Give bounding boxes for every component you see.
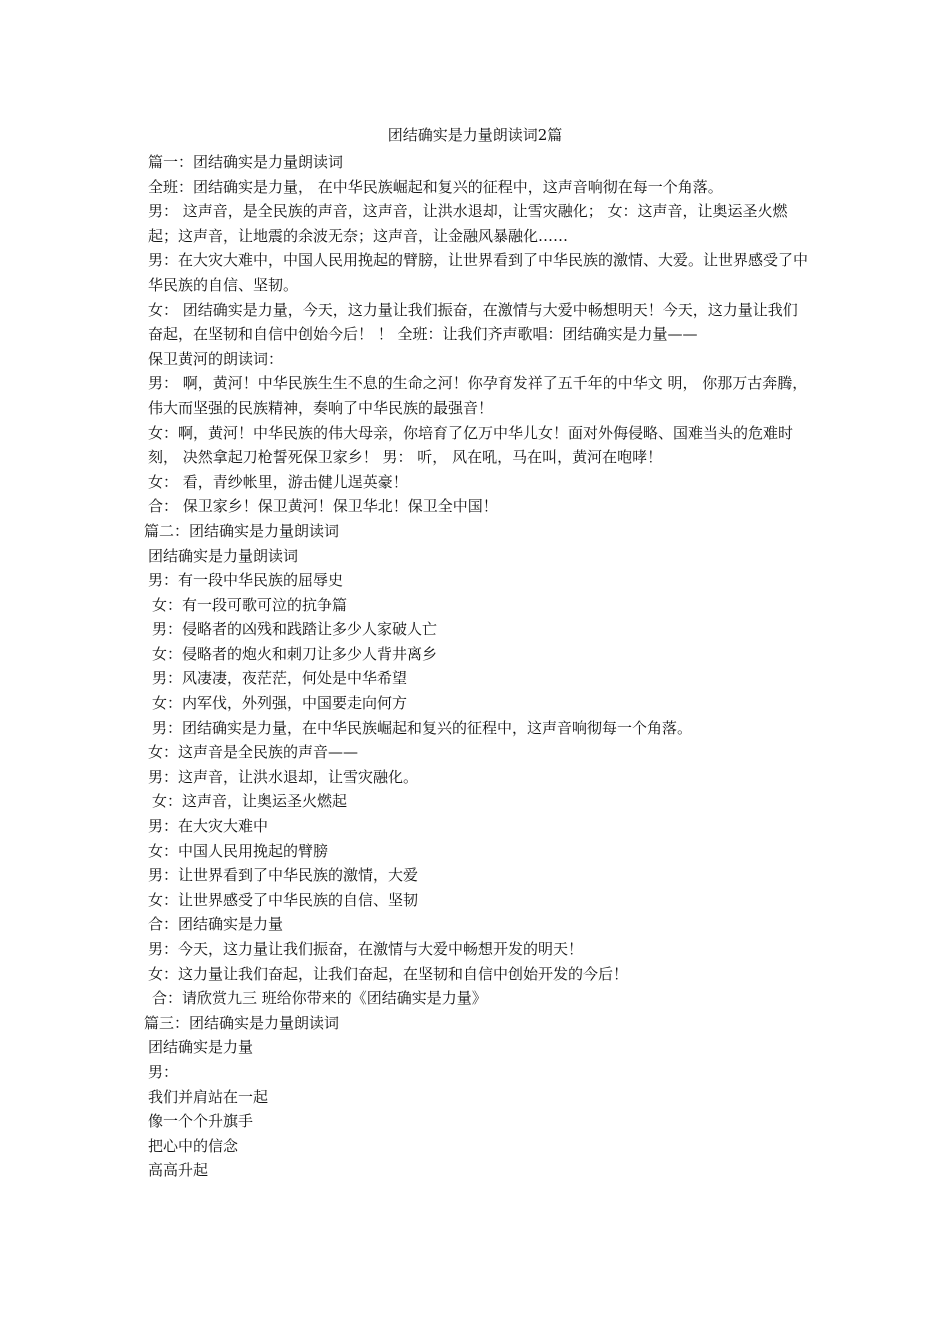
- paragraph: 女：中国人民用挽起的臂膀: [148, 841, 329, 860]
- paragraph: 把心中的信念: [148, 1136, 239, 1155]
- paragraph: 高高升起: [148, 1161, 209, 1180]
- paragraph: 合： 保卫家乡！保卫黄河！保卫华北！保卫全中国！: [148, 497, 498, 516]
- paragraph: 男：在大灾大难中，中国人民用挽起的臂膀，让世界看到了中华民族的激情、大爱。让世界感受了中华民族的自信、坚韧。: [148, 251, 809, 294]
- paragraph: 女：这声音是全民族的声音——: [148, 743, 359, 762]
- paragraph: 团结确实是力量: [148, 1038, 254, 1057]
- paragraph: 女：有一段可歌可泣的抗争篇: [152, 595, 348, 614]
- paragraph: 女：啊，黄河！中华民族的伟大母亲，你培育了亿万中华儿女！面对外侮侵略、国难当头的危难时刻， 决然拿起刀枪誓死保卫家乡！ 男： 听， 风在吼，马在叫，黄河在咆哮！: [148, 423, 794, 467]
- document-title: 团结确实是力量朗读词2篇: [387, 126, 563, 144]
- paragraph: 女：让世界感受了中华民族的自信、坚韧: [148, 890, 419, 909]
- paragraph: 男：团结确实是力量，在中华民族崛起和复兴的征程中，这声音响彻每一个角落。: [152, 718, 693, 737]
- paragraph: 男： 啊，黄河！中华民族生生不息的生命之河！你孕育发祥了五千年的中华文 明， 你那万古奔腾，伟大而坚强的民族精神，奏响了中华民族的最强音！: [148, 374, 808, 417]
- paragraph: 男：有一段中华民族的屈辱史: [148, 571, 344, 590]
- paragraph: 像一个个升旗手: [148, 1112, 254, 1131]
- paragraph: 男：风凄凄，夜茫茫，何处是中华希望: [152, 669, 408, 688]
- section-heading: 篇二：团结确实是力量朗读词: [144, 521, 340, 540]
- paragraph: 男：今天，这力量让我们振奋，在激情与大爱中畅想开发的明天！: [148, 940, 584, 958]
- paragraph: 合：请欣赏九三 班给你带来的《团结确实是力量》: [152, 989, 487, 1008]
- paragraph: 女：侵略者的炮火和刺刀让多少人背井离乡: [152, 644, 438, 663]
- paragraph: 我们并肩站在一起: [148, 1087, 269, 1106]
- paragraph: 合：团结确实是力量: [148, 915, 284, 934]
- paragraph: 男：让世界看到了中华民族的激情，大爱: [148, 866, 419, 885]
- paragraph: 保卫黄河的朗读词：: [148, 349, 284, 368]
- paragraph: 男： 这声音，是全民族的声音，这声音，让洪水退却，让雪灾融化； 女：这声音，让奥运圣火燃起；这声音，让地震的余波无奈；这声音，让金融风暴融化……: [148, 202, 788, 245]
- paragraph: 男：: [148, 1062, 179, 1081]
- paragraph: 全班：团结确实是力量， 在中华民族崛起和复兴的征程中，这声音响彻在每一个角落。: [148, 177, 723, 196]
- paragraph: 男：在大灾大难中: [148, 817, 269, 836]
- paragraph: 篇一：团结确实是力量朗读词: [148, 153, 344, 171]
- paragraph: 男：侵略者的凶残和践踏让多少人家破人亡: [152, 620, 438, 639]
- paragraph: 男：这声音，让洪水退却，让雪灾融化。: [148, 767, 419, 786]
- paragraph: 女： 团结确实是力量，今天，这力量让我们振奋，在激情与大爱中畅想明天！今天，这力量让我们奋起，在坚韧和自信中创始今后！ ！ 全班：让我们齐声歌唱：团结确实是力量——: [148, 300, 798, 344]
- paragraph: 女： 看，青纱帐里，游击健儿逞英豪！: [148, 472, 408, 491]
- section-heading: 篇三：团结确实是力量朗读词: [144, 1013, 340, 1032]
- paragraph: 女：这声音，让奥运圣火燃起: [152, 792, 348, 811]
- document-body: [144, 150, 810, 1183]
- paragraph: 女：内军伐，外列强，中国要走向何方: [152, 694, 408, 713]
- paragraph: 女：这力量让我们奋起，让我们奋起，在坚韧和自信中创始开发的今后！: [148, 964, 629, 983]
- paragraph: 团结确实是力量朗读词: [148, 546, 299, 565]
